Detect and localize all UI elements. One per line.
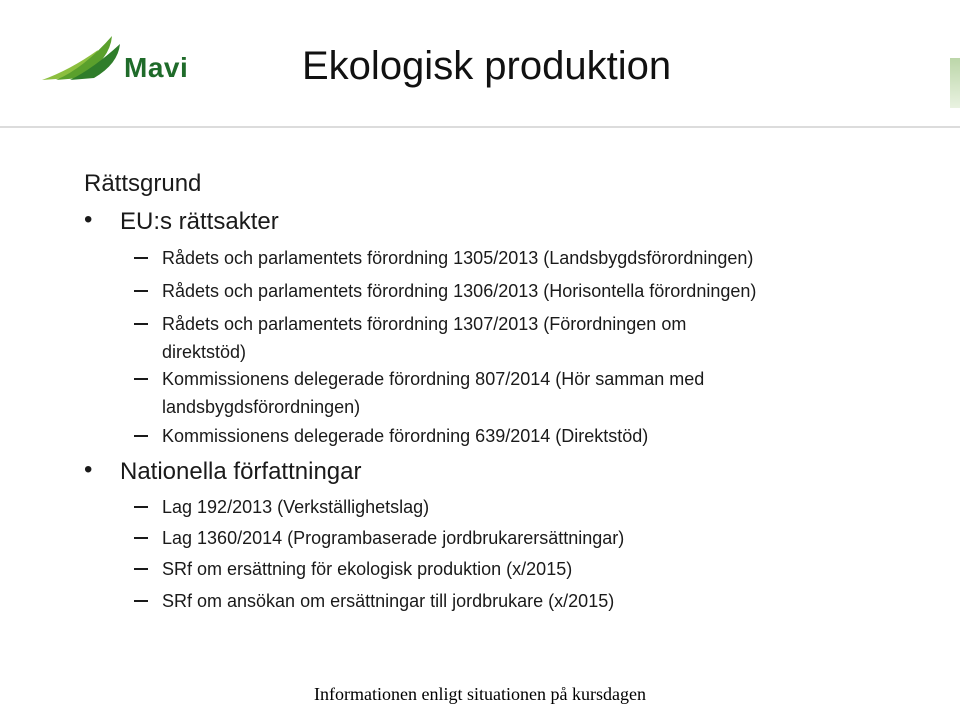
bullet-icon: •: [84, 206, 93, 233]
dash-icon: [134, 537, 148, 539]
dash-icon: [134, 257, 148, 259]
slide-footer: Informationen enligt situationen på kursdagen: [314, 684, 646, 704]
corner-decoration: [950, 58, 960, 108]
slide-header: [0, 0, 960, 126]
section-heading: Rättsgrund: [84, 170, 202, 197]
sub-item-text: Kommissionens delegerade förordning 639/2014 (Direktstöd): [162, 426, 649, 446]
sub-item-text: SRf om ansökan om ersättningar till jordbrukare (x/2015): [162, 591, 615, 611]
bullet-icon: •: [84, 456, 93, 483]
bullet-label: EU:s rättsakter: [120, 208, 279, 235]
dash-icon: [134, 568, 148, 570]
header-divider: [0, 126, 960, 128]
dash-icon: [134, 600, 148, 602]
sub-item-text: SRf om ersättning för ekologisk produktion (x/2015): [162, 559, 573, 579]
sub-item-text: Lag 1360/2014 (Programbaserade jordbrukarersättningar): [162, 528, 625, 548]
sub-item-text: Rådets och parlamentets förordning 1305/2013 (Landsbygdsförordningen): [162, 248, 754, 268]
dash-icon: [134, 290, 148, 292]
dash-icon: [134, 435, 148, 437]
dash-icon: [134, 506, 148, 508]
dash-icon: [134, 378, 148, 380]
slide-title: Ekologisk produktion: [302, 44, 672, 88]
sub-item-text: Kommissionens delegerade förordning 807/2014 (Hör samman med landsbygdsförordningen): [162, 369, 705, 417]
sub-item-text: Rådets och parlamentets förordning 1306/2013 (Horisontella förordningen): [162, 281, 757, 301]
sub-item-text: Rådets och parlamentets förordning 1307/2013 (Förordningen om direktstöd): [162, 314, 687, 362]
logo-text: Mavi: [124, 52, 189, 83]
bullet-label: Nationella författningar: [120, 458, 362, 485]
sub-item-text: Lag 192/2013 (Verkställighetslag): [162, 497, 430, 517]
dash-icon: [134, 323, 148, 325]
